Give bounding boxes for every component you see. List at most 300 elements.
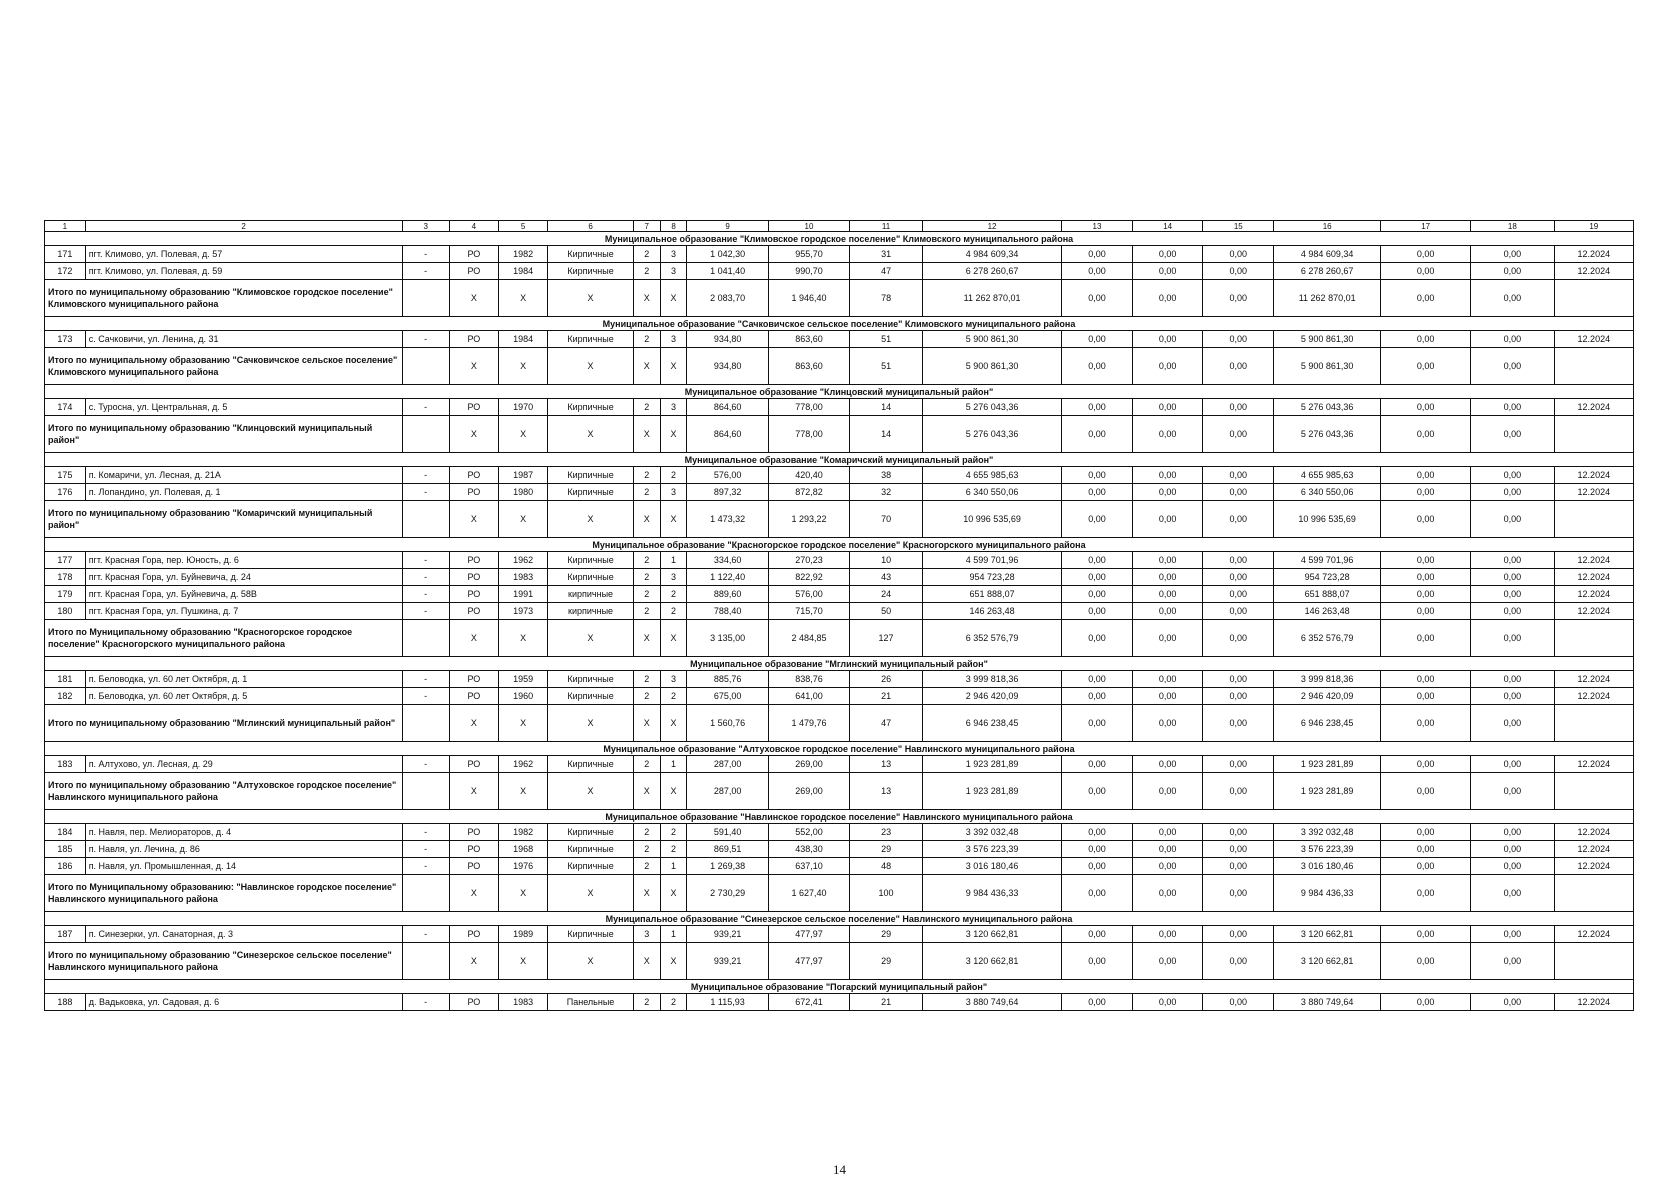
subtotal-cell: 127 (850, 620, 923, 657)
table-row (45, 603, 1634, 620)
table-cell: 12.2024 (1554, 841, 1633, 858)
table-cell: 0,00 (1203, 858, 1274, 875)
table-cell: 0,00 (1062, 399, 1133, 416)
table-cell: - (402, 263, 449, 280)
table-cell: 0,00 (1471, 569, 1555, 586)
table-cell: 12.2024 (1554, 824, 1633, 841)
table-cell: 2 (633, 858, 660, 875)
table-cell: 38 (850, 467, 923, 484)
subtotal-cell: 5 276 043,36 (1274, 416, 1381, 453)
table-cell: 2 (633, 824, 660, 841)
subtotal-cell: 0,00 (1132, 348, 1203, 385)
subtotal-cell: 939,21 (687, 943, 768, 980)
table-cell: 12.2024 (1554, 263, 1633, 280)
subtotal-label: Итого по муниципальному образованию "Синезерское сельское поселение" Навлинского муниципального района (45, 943, 403, 980)
table-cell: 43 (850, 569, 923, 586)
subtotal-cell: 1 627,40 (768, 875, 849, 912)
column-number: 15 (1203, 221, 1274, 232)
column-number-row (45, 221, 1634, 232)
subtotal-cell (402, 875, 449, 912)
table-cell: 29 (850, 926, 923, 943)
subtotal-cell (1554, 501, 1633, 538)
subtotal-cell: 0,00 (1381, 416, 1471, 453)
table-cell: 146 263,48 (1274, 603, 1381, 620)
table-cell: 576,00 (687, 467, 768, 484)
subtotal-row (45, 501, 1634, 538)
subtotal-cell: 1 923 281,89 (1274, 773, 1381, 810)
address-cell: п. Синезерки, ул. Санаторная, д. 3 (85, 926, 402, 943)
table-cell: 1 042,30 (687, 246, 768, 263)
subtotal-cell (402, 280, 449, 317)
table-cell: 47 (850, 263, 923, 280)
table-cell: - (402, 603, 449, 620)
table-cell: 0,00 (1471, 841, 1555, 858)
table-cell: Кирпичные (548, 671, 634, 688)
subtotal-cell: Х (548, 348, 634, 385)
section-title: Муниципальное образование "Сачковичское сельское поселение" Климовского муниципального района (45, 317, 1634, 331)
table-cell: РО (449, 841, 498, 858)
subtotal-cell: Х (660, 280, 687, 317)
subtotal-cell: 2 083,70 (687, 280, 768, 317)
table-cell: 3 016 180,46 (922, 858, 1061, 875)
table-cell: 178 (45, 569, 86, 586)
subtotal-cell: 287,00 (687, 773, 768, 810)
table-cell: 0,00 (1381, 484, 1471, 501)
table-cell: 12.2024 (1554, 671, 1633, 688)
table-cell: - (402, 246, 449, 263)
table-cell: 12.2024 (1554, 467, 1633, 484)
table-cell: 0,00 (1471, 467, 1555, 484)
section-title-row (45, 317, 1634, 331)
subtotal-cell: 269,00 (768, 773, 849, 810)
table-cell: 1983 (498, 569, 547, 586)
address-cell: с. Туросна, ул. Центральная, д. 5 (85, 399, 402, 416)
table-cell: 5 276 043,36 (1274, 399, 1381, 416)
table-cell: 186 (45, 858, 86, 875)
subtotal-cell: 9 984 436,33 (922, 875, 1061, 912)
table-cell: 2 (660, 586, 687, 603)
table-cell: 188 (45, 994, 86, 1011)
table-cell: 4 984 609,34 (1274, 246, 1381, 263)
subtotal-label: Итого по муниципальному образованию "Климовское городское поселение" Климовского муниципального района (45, 280, 403, 317)
table-cell: 3 (660, 399, 687, 416)
table-cell: 1984 (498, 331, 547, 348)
table-cell: Кирпичные (548, 824, 634, 841)
table-cell: 1960 (498, 688, 547, 705)
subtotal-row (45, 705, 1634, 742)
table-cell: 3 999 818,36 (922, 671, 1061, 688)
table-cell: 2 (633, 569, 660, 586)
subtotal-cell: 11 262 870,01 (1274, 280, 1381, 317)
section-title-row (45, 453, 1634, 467)
table-cell: 0,00 (1203, 994, 1274, 1011)
subtotal-cell: 0,00 (1203, 773, 1274, 810)
table-cell: 1 269,38 (687, 858, 768, 875)
table-cell: - (402, 586, 449, 603)
subtotal-cell: 0,00 (1062, 773, 1133, 810)
table-cell: 6 278 260,67 (922, 263, 1061, 280)
table-cell: РО (449, 824, 498, 841)
subtotal-cell: Х (660, 943, 687, 980)
table-row (45, 824, 1634, 841)
subtotal-row (45, 773, 1634, 810)
table-cell: 1962 (498, 552, 547, 569)
table-cell: 0,00 (1203, 263, 1274, 280)
table-cell: 0,00 (1471, 824, 1555, 841)
subtotal-cell: Х (449, 348, 498, 385)
table-cell: 889,60 (687, 586, 768, 603)
column-number: 9 (687, 221, 768, 232)
table-cell: 0,00 (1203, 603, 1274, 620)
table-cell: 939,21 (687, 926, 768, 943)
table-cell: 1968 (498, 841, 547, 858)
table-cell: Кирпичные (548, 399, 634, 416)
subtotal-cell (1554, 773, 1633, 810)
subtotal-row (45, 943, 1634, 980)
section-title: Муниципальное образование "Мглинский муниципальный район" (45, 657, 1634, 671)
table-cell: 3 (660, 484, 687, 501)
table-cell: 2 (660, 467, 687, 484)
subtotal-row (45, 348, 1634, 385)
subtotal-cell: 0,00 (1381, 705, 1471, 742)
subtotal-cell: 0,00 (1381, 620, 1471, 657)
table-cell: 0,00 (1381, 994, 1471, 1011)
subtotal-cell: Х (548, 620, 634, 657)
table-cell: 0,00 (1062, 586, 1133, 603)
table-cell: 0,00 (1203, 756, 1274, 773)
subtotal-cell: 0,00 (1132, 416, 1203, 453)
subtotal-cell: 3 120 662,81 (1274, 943, 1381, 980)
table-cell: Кирпичные (548, 688, 634, 705)
table-row (45, 994, 1634, 1011)
table-cell: 1982 (498, 246, 547, 263)
table-cell: 1984 (498, 263, 547, 280)
table-cell: 954 723,28 (922, 569, 1061, 586)
subtotal-cell: 5 276 043,36 (922, 416, 1061, 453)
subtotal-cell: 863,60 (768, 348, 849, 385)
subtotal-cell: Х (633, 773, 660, 810)
column-number: 17 (1381, 221, 1471, 232)
table-cell: 12.2024 (1554, 399, 1633, 416)
table-cell: 438,30 (768, 841, 849, 858)
table-cell: 0,00 (1471, 688, 1555, 705)
table-cell: РО (449, 552, 498, 569)
table-cell: 0,00 (1471, 263, 1555, 280)
column-number: 5 (498, 221, 547, 232)
subtotal-label: Итого по Муниципальному образованию: "Навлинское городское поселение" Навлинского муниципального района (45, 875, 403, 912)
table-cell: 1976 (498, 858, 547, 875)
subtotal-cell: 0,00 (1062, 705, 1133, 742)
table-cell: 48 (850, 858, 923, 875)
subtotal-cell: 0,00 (1381, 348, 1471, 385)
table-cell: 0,00 (1203, 926, 1274, 943)
table-cell: 1991 (498, 586, 547, 603)
subtotal-cell: 0,00 (1203, 943, 1274, 980)
subtotal-cell: Х (633, 875, 660, 912)
table-cell: - (402, 467, 449, 484)
table-cell: РО (449, 484, 498, 501)
table-cell: 477,97 (768, 926, 849, 943)
table-cell: 637,10 (768, 858, 849, 875)
table-cell: 0,00 (1471, 552, 1555, 569)
table-cell: 10 (850, 552, 923, 569)
subtotal-cell: 0,00 (1471, 620, 1555, 657)
subtotal-cell: 2 484,85 (768, 620, 849, 657)
table-cell: - (402, 824, 449, 841)
table-cell: 869,51 (687, 841, 768, 858)
subtotal-cell: 0,00 (1471, 348, 1555, 385)
table-cell: 172 (45, 263, 86, 280)
column-number: 18 (1471, 221, 1555, 232)
subtotal-cell: Х (633, 501, 660, 538)
table-cell: Кирпичные (548, 484, 634, 501)
subtotal-cell: 0,00 (1203, 280, 1274, 317)
subtotal-cell: 0,00 (1203, 705, 1274, 742)
column-number: 14 (1132, 221, 1203, 232)
table-cell: - (402, 926, 449, 943)
column-number: 16 (1274, 221, 1381, 232)
column-number: 13 (1062, 221, 1133, 232)
table-cell: 184 (45, 824, 86, 841)
table-cell: 1 041,40 (687, 263, 768, 280)
table-cell: кирпичные (548, 586, 634, 603)
table-cell: 4 599 701,96 (922, 552, 1061, 569)
subtotal-cell: 1 946,40 (768, 280, 849, 317)
table-cell: 2 (633, 331, 660, 348)
table-cell: Кирпичные (548, 331, 634, 348)
table-cell: - (402, 552, 449, 569)
subtotal-cell: 477,97 (768, 943, 849, 980)
table-cell: - (402, 671, 449, 688)
subtotal-cell: Х (449, 280, 498, 317)
table-cell: кирпичные (548, 603, 634, 620)
table-cell: 0,00 (1132, 756, 1203, 773)
section-title: Муниципальное образование "Клинцовский муниципальный район" (45, 385, 1634, 399)
table-cell: 4 655 985,63 (922, 467, 1061, 484)
table-cell: 0,00 (1471, 484, 1555, 501)
table-cell: 0,00 (1471, 926, 1555, 943)
table-cell: 13 (850, 756, 923, 773)
subtotal-cell: 6 352 576,79 (922, 620, 1061, 657)
subtotal-label: Итого по муниципальному образованию "Сачковичское сельское поселение" Климовского муниципального района (45, 348, 403, 385)
subtotal-cell: 70 (850, 501, 923, 538)
table-cell: 146 263,48 (922, 603, 1061, 620)
table-cell: 778,00 (768, 399, 849, 416)
column-number: 2 (85, 221, 402, 232)
table-cell: 0,00 (1381, 399, 1471, 416)
table-cell: 3 576 223,39 (1274, 841, 1381, 858)
table-cell: 12.2024 (1554, 926, 1633, 943)
table-cell: 3 120 662,81 (1274, 926, 1381, 943)
subtotal-cell: Х (633, 416, 660, 453)
table-cell: Кирпичные (548, 263, 634, 280)
table-cell: 2 (660, 994, 687, 1011)
table-cell: Кирпичные (548, 569, 634, 586)
table-cell: 0,00 (1062, 484, 1133, 501)
table-row (45, 399, 1634, 416)
subtotal-cell: Х (633, 280, 660, 317)
table-cell: 934,80 (687, 331, 768, 348)
subtotal-cell: 6 352 576,79 (1274, 620, 1381, 657)
table-cell: - (402, 994, 449, 1011)
subtotal-cell: Х (449, 705, 498, 742)
table-cell: 4 599 701,96 (1274, 552, 1381, 569)
table-cell: 2 (633, 841, 660, 858)
table-cell: 21 (850, 688, 923, 705)
subtotal-cell: 0,00 (1132, 875, 1203, 912)
table-cell: 173 (45, 331, 86, 348)
address-cell: п. Беловодка, ул. 60 лет Октября, д. 5 (85, 688, 402, 705)
table-cell: 3 880 749,64 (922, 994, 1061, 1011)
subtotal-cell: Х (498, 705, 547, 742)
table-cell: 29 (850, 841, 923, 858)
table-cell: 0,00 (1381, 246, 1471, 263)
subtotal-row (45, 416, 1634, 453)
table-cell: 3 (660, 569, 687, 586)
subtotal-cell: Х (449, 620, 498, 657)
subtotal-cell: 0,00 (1381, 875, 1471, 912)
table-cell: 3 (633, 926, 660, 943)
subtotal-cell: 0,00 (1381, 501, 1471, 538)
table-cell: 0,00 (1062, 688, 1133, 705)
subtotal-label: Итого по муниципальному образованию "Комаричский муниципальный район" (45, 501, 403, 538)
table-cell: - (402, 569, 449, 586)
table-cell: 26 (850, 671, 923, 688)
table-cell: 0,00 (1203, 246, 1274, 263)
table-cell: 0,00 (1381, 841, 1471, 858)
section-title: Муниципальное образование "Алтуховское городское поселение" Навлинского муниципального района (45, 742, 1634, 756)
table-row (45, 331, 1634, 348)
subtotal-cell: 1 923 281,89 (922, 773, 1061, 810)
subtotal-cell: Х (449, 501, 498, 538)
table-cell: 0,00 (1132, 467, 1203, 484)
subtotal-cell: 1 293,22 (768, 501, 849, 538)
subtotal-cell: Х (660, 875, 687, 912)
table-cell: 2 (633, 671, 660, 688)
table-cell: 552,00 (768, 824, 849, 841)
table-cell: 0,00 (1132, 926, 1203, 943)
table-cell: 0,00 (1132, 569, 1203, 586)
table-cell: 0,00 (1203, 399, 1274, 416)
table-cell: 0,00 (1062, 756, 1133, 773)
subtotal-cell: 5 900 861,30 (1274, 348, 1381, 385)
table-cell: 1 122,40 (687, 569, 768, 586)
table-cell: 3 (660, 331, 687, 348)
address-cell: п. Лопандино, ул. Полевая, д. 1 (85, 484, 402, 501)
table-cell: 0,00 (1062, 841, 1133, 858)
subtotal-cell (402, 501, 449, 538)
table-cell: 3 576 223,39 (922, 841, 1061, 858)
table-cell: 0,00 (1381, 331, 1471, 348)
table-cell: РО (449, 926, 498, 943)
table-cell: РО (449, 569, 498, 586)
address-cell: пгт. Красная Гора, ул. Буйневича, д. 58В (85, 586, 402, 603)
subtotal-cell (402, 705, 449, 742)
table-cell: 591,40 (687, 824, 768, 841)
table-cell: 0,00 (1381, 926, 1471, 943)
column-number: 19 (1554, 221, 1633, 232)
subtotal-cell: 0,00 (1471, 943, 1555, 980)
section-title-row (45, 742, 1634, 756)
table-cell: 175 (45, 467, 86, 484)
table-cell: 1983 (498, 994, 547, 1011)
subtotal-label: Итого по муниципальному образованию "Клинцовский муниципальный район" (45, 416, 403, 453)
subtotal-cell: Х (548, 280, 634, 317)
subtotal-cell: Х (548, 705, 634, 742)
table-cell: 1962 (498, 756, 547, 773)
table-cell: 0,00 (1381, 263, 1471, 280)
subtotal-cell: 0,00 (1471, 773, 1555, 810)
table-cell: РО (449, 688, 498, 705)
table-cell: 0,00 (1062, 994, 1133, 1011)
table-cell: 0,00 (1062, 926, 1133, 943)
address-cell: п. Навля, пер. Мелиораторов, д. 4 (85, 824, 402, 841)
subtotal-cell: 0,00 (1471, 416, 1555, 453)
column-number: 11 (850, 221, 923, 232)
table-cell: 954 723,28 (1274, 569, 1381, 586)
column-number: 7 (633, 221, 660, 232)
table-cell: РО (449, 586, 498, 603)
table-row (45, 926, 1634, 943)
subtotal-cell: 1 479,76 (768, 705, 849, 742)
subtotal-cell (1554, 705, 1633, 742)
subtotal-cell: 0,00 (1132, 280, 1203, 317)
subtotal-cell: Х (449, 416, 498, 453)
table-cell: РО (449, 603, 498, 620)
table-cell: 0,00 (1381, 603, 1471, 620)
table-cell: 0,00 (1132, 484, 1203, 501)
subtotal-cell: Х (548, 773, 634, 810)
table-cell: 12.2024 (1554, 552, 1633, 569)
subtotal-cell: 0,00 (1203, 501, 1274, 538)
table-cell: 641,00 (768, 688, 849, 705)
section-title: Муниципальное образование "Климовское городское поселение" Климовского муниципального района (45, 232, 1634, 246)
table-cell: 1 (660, 552, 687, 569)
table-cell: 0,00 (1062, 467, 1133, 484)
table-cell: 0,00 (1471, 246, 1555, 263)
table-cell: 1 (660, 858, 687, 875)
address-cell: пгт. Красная Гора, ул. Буйневича, д. 24 (85, 569, 402, 586)
table-cell: 0,00 (1471, 671, 1555, 688)
table-cell: 12.2024 (1554, 756, 1633, 773)
table-cell: 0,00 (1203, 569, 1274, 586)
subtotal-cell (1554, 348, 1633, 385)
subtotal-cell: 0,00 (1132, 705, 1203, 742)
table-cell: 0,00 (1132, 263, 1203, 280)
table-cell: 0,00 (1203, 671, 1274, 688)
subtotal-cell: Х (548, 501, 634, 538)
table-cell: Панельные (548, 994, 634, 1011)
subtotal-cell: Х (548, 416, 634, 453)
table-cell: 0,00 (1132, 994, 1203, 1011)
table-cell: 897,32 (687, 484, 768, 501)
table-row (45, 671, 1634, 688)
subtotal-cell: 3 120 662,81 (922, 943, 1061, 980)
subtotal-cell: Х (633, 705, 660, 742)
table-cell: 0,00 (1062, 824, 1133, 841)
table-cell: 0,00 (1203, 467, 1274, 484)
table-cell: 0,00 (1132, 824, 1203, 841)
subtotal-cell: 0,00 (1062, 416, 1133, 453)
subtotal-cell: Х (660, 348, 687, 385)
subtotal-cell: 2 730,29 (687, 875, 768, 912)
column-number: 12 (922, 221, 1061, 232)
table-cell: 177 (45, 552, 86, 569)
table-cell: 0,00 (1381, 467, 1471, 484)
table-cell: 0,00 (1062, 246, 1133, 263)
column-number: 3 (402, 221, 449, 232)
table-cell: 3 (660, 263, 687, 280)
